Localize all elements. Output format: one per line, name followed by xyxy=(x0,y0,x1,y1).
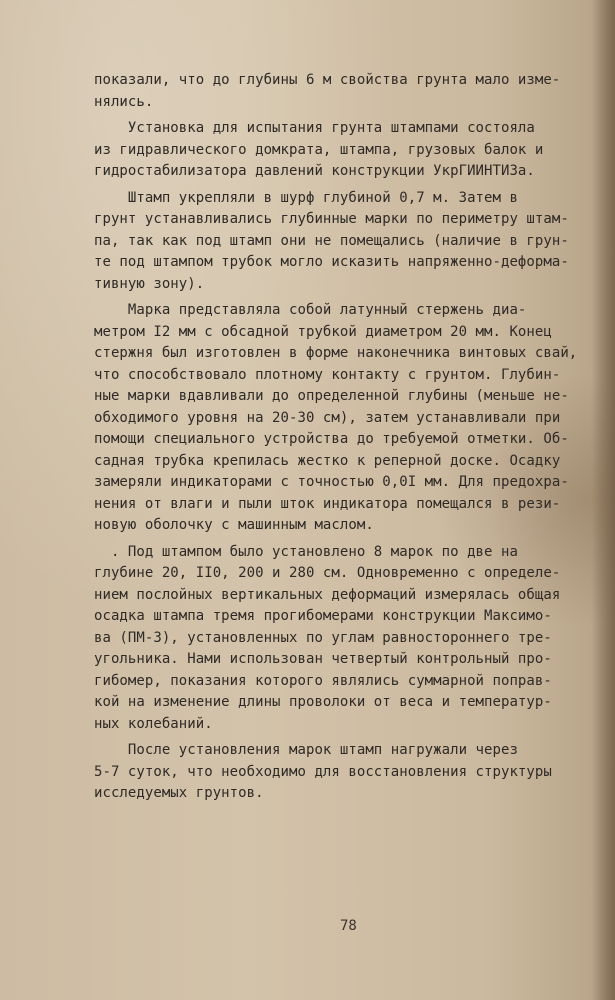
text-line: кой на изменение длины проволоки от веса и температур- xyxy=(94,694,552,710)
text-line: те под штампом трубок могло исказить напряженно-деформа- xyxy=(94,254,569,270)
text-line: садная трубка крепилась жестко к реперной доске. Осадку xyxy=(94,452,561,469)
paragraph xyxy=(94,300,606,537)
page-number: 78 xyxy=(340,918,357,934)
text-line: показали, что до глубины 6 м свойства грунта мало изме- xyxy=(94,72,561,88)
paragraph xyxy=(94,70,606,113)
text-line: тивную зону). xyxy=(94,275,205,292)
text-line: Установка для испытания грунта штампами состояла xyxy=(94,120,535,136)
body-text xyxy=(94,70,606,805)
text-line: . Под штампом было установлено 8 марок по две на xyxy=(94,543,518,560)
text-line: метром I2 мм с обсадной трубкой диаметром 20 мм. Конец xyxy=(94,323,552,340)
text-line: нялись. xyxy=(94,93,154,110)
text-line: что способствовало плотному контакту с грунтом. Глубин- xyxy=(94,366,561,383)
text-line: нием послойных вертикальных деформаций измерялась общая xyxy=(94,586,561,603)
text-line: помощи специального устройства до требуемой отметки. Об- xyxy=(94,431,569,447)
text-line: стержня был изготовлен в форме наконечника винтовых свай, xyxy=(94,345,578,361)
text-line: замеряли индикаторами с точностью 0,0I мм. Для предохра- xyxy=(94,474,569,490)
text-line: ва (ПМ-3), установленных по углам равностороннего тре- xyxy=(94,629,552,646)
text-line: После установления марок штамп нагружали через xyxy=(94,742,518,758)
text-line: обходимого уровня на 20-30 см), затем устанавливали при xyxy=(94,409,561,426)
text-line: новую оболочку с машинным маслом. xyxy=(94,517,374,533)
paragraph xyxy=(94,118,606,183)
text-line: ные марки вдавливали до определенной глубины (меньше не- xyxy=(94,388,569,404)
text-line: 5-7 суток, что необходимо для восстановления структуры xyxy=(94,763,552,780)
text-line: нения от влаги и пыли шток индикатора помещался в рези- xyxy=(94,495,561,512)
text-line: угольника. Нами использован четвертый контрольный про- xyxy=(94,651,552,667)
text-line: Марка представляла собой латунный стержень диа- xyxy=(94,302,527,318)
paragraph xyxy=(94,542,606,736)
text-line: грунт устанавливались глубинные марки по периметру штам- xyxy=(94,211,569,227)
paragraph xyxy=(94,740,606,805)
text-line: па, так как под штамп они не помещались (наличие в грун- xyxy=(94,232,569,249)
text-line: гибомер, показания которого являлись суммарной поправ- xyxy=(94,672,552,689)
paragraph xyxy=(94,188,606,296)
text-line: исследуемых грунтов. xyxy=(94,785,264,801)
text-line: Штамп укрепляли в шурф глубиной 0,7 м. Затем в xyxy=(94,189,518,206)
text-line: осадка штампа тремя прогибомерами конструкции Максимо- xyxy=(94,608,552,624)
text-line: гидростабилизатора давлений конструкции УкрГИИНТИЗа. xyxy=(94,163,535,179)
text-line: глубине 20, II0, 200 и 280 см. Одновременно с определе- xyxy=(94,565,561,581)
text-line: из гидравлического домкрата, штампа, грузовых балок и xyxy=(94,141,544,158)
text-line: ных колебаний. xyxy=(94,715,213,732)
